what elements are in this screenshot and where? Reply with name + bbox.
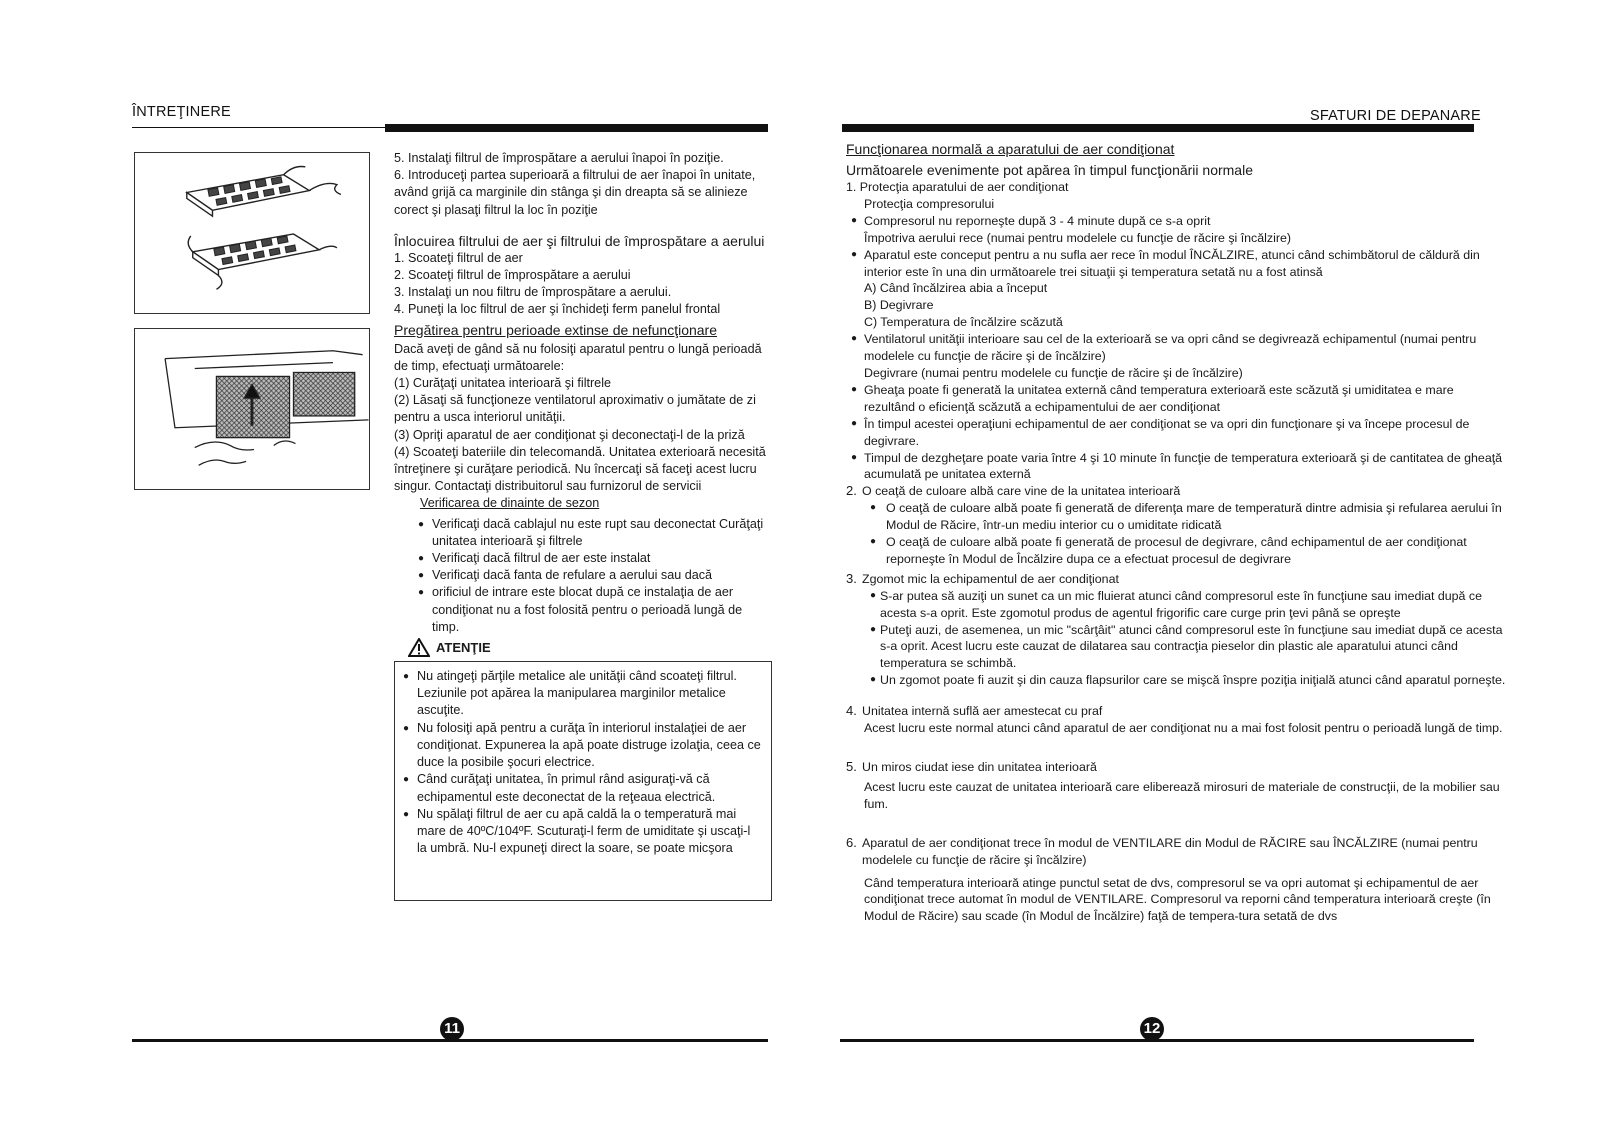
prep-step-4: (4) Scoateţi bateriile din telecomandă. Unitatea exterioară necesită întreţinere şi curăţare periodică. Nu încercaţi să faceţi acest lucru singur. Contactaţi distribuitorul sau furnizorul de servicii bbox=[394, 444, 766, 494]
s6-title: Aparatul de aer condiţionat trece în modul de VENTILARE din Modul de RĂCIRE sau ÎNCĂLZIRE (numai pentru modelele cu funcţie de răcire şi încălzire) bbox=[862, 835, 1478, 867]
prep-step-1: (1) Curăţaţi unitatea interioară şi filtrele bbox=[394, 376, 611, 391]
s1-bullet-3-note: Degivrare (numai pentru modelele cu funcţie de răcire şi de încălzire) bbox=[864, 365, 1243, 380]
season-item-3: ● Verificaţi dacă fanta de refulare a aerului sau dacă bbox=[416, 567, 772, 584]
s1-option-b: B) Degivrare bbox=[864, 298, 934, 313]
s5-title: Un miros ciudat iese din unitatea interioară bbox=[862, 760, 1097, 774]
prep-step-2: (2) Lăsaţi să funcţioneze ventilatorul aproximativ o jumătate de zi pentru a usca interiorul unităţii. bbox=[394, 393, 756, 425]
warning-item-2: ● Nu folosiţi apă pentru a curăţa în interiorul instalaţiei de aer condiţionat. Expunerea la apă poate distruge izolaţia, ceea ce duce la posibile şocuri electrice. bbox=[401, 720, 763, 772]
s2-bullet-1: ● O ceaţă de culoare albă poate fi generată de diferenţa mare de temperatură dintre admisia şi refularea aerului în Modul de Răcire, într-un mediu interior cu o umiditate ridicată bbox=[846, 500, 1506, 534]
left-footer-rule bbox=[132, 1039, 768, 1042]
filter-removal-illustration bbox=[134, 152, 370, 314]
s3-title: Zgomot mic la echipamentul de aer condiţionat bbox=[862, 571, 1119, 586]
prep-step-3: (3) Opriţi aparatul de aer condiţionat şi deconectaţi-l de la priză bbox=[394, 427, 745, 442]
s4-text: Acest lucru este normal atunci când aparatul de aer condiţionat nu a mai fost folosit pentru o perioadă lungă de timp. bbox=[864, 721, 1503, 736]
s5-heading bbox=[846, 759, 1506, 776]
warning-triangle-icon bbox=[408, 638, 430, 657]
s5-number: 5. bbox=[846, 759, 857, 774]
s3-bullet-3: ● Un zgomot poate fi auzit şi din cauza flapsurilor care se mişcă înspre poziţia iniţială atunci când aparatul porneşte. bbox=[846, 672, 1506, 689]
right-text-column bbox=[846, 140, 1506, 925]
s6-text: Când temperatura interioară atinge punctul setat de dvs, compresorul se va opri automat şi echipamentul de aer condiţionat trece automat în modul de VENTILARE. Compresorul va reporni când temperatura interioară creşte (în Modul de Răcire) sau scade (în Modul de Încălzire) faţă de tempera-tura setată de dvs bbox=[864, 875, 1491, 924]
replace-step-3: 3. Instalaţi un nou filtru de împrospătare a aerului. bbox=[394, 285, 672, 300]
season-item-1: ● Verificaţi dacă cablajul nu este rupt sau deconectat Curăţaţi unitatea interioară şi filtrele bbox=[416, 516, 772, 550]
s3-bullet-1: ● S-ar putea să auziţi un sunet ca un mic fluierat atunci când compresorul este în funcţiune sau imediat după ce acesta s-a oprit. Este zgomotul produs de agentul frigorific care curge prin ţevi până se opreşte bbox=[846, 588, 1506, 622]
s1-bullet-5: ● În timpul acestei operaţiuni echipamentul de aer condiţionat se va opri din funcţionare şi va începe procesul de degivrare. bbox=[846, 416, 1506, 450]
right-footer-rule bbox=[840, 1039, 1474, 1042]
left-header-bar bbox=[385, 124, 768, 132]
s2-title: O ceaţă de culoare albă care vine de la unitatea interioară bbox=[862, 484, 1181, 499]
s1-option-a: A) Când încălzirea abia a început bbox=[864, 281, 1048, 296]
warning-heading bbox=[408, 638, 772, 657]
season-item-4: ● orificiul de intrare este blocat după ce instalaţia de aer condiţionat nu a fost folosită pentru o perioadă lungă de timp. bbox=[416, 584, 772, 636]
warning-title: ATENŢIE bbox=[436, 639, 491, 655]
s3-bullet-2: ● Puteţi auzi, de asemenea, un mic "scârţâit" atunci când compresorul este în funcţiune sau imediat după ce acesta s-a oprit. Acest lucru este cauzat de dilatarea sau contracţia pieselor din plastic ale aparatului atunci când temperatura se schimbă. bbox=[846, 622, 1506, 673]
warning-item-1: ● Nu atingeţi părţile metalice ale unităţii când scoateţi filtrul. Leziunile pot apărea la manipularea marginilor metalice ascuţite. bbox=[401, 668, 763, 720]
step-5: 5. Instalaţi filtrul de împrospătare a aerului înapoi în poziţie. bbox=[394, 151, 724, 165]
s1-subtitle: Protecţia compresorului bbox=[864, 196, 995, 211]
filter-insertion-illustration bbox=[134, 328, 370, 490]
prep-intro: Dacă aveţi de gând să nu folosiţi aparatul pentru o lungă perioadă de timp, efectuaţi următoarele: bbox=[394, 341, 762, 373]
warning-item-3: ● Când curăţaţi unitatea, în primul rând asiguraţi-vă că echipamentul este deconectat de la reţeaua electrică. bbox=[401, 771, 763, 805]
right-page-number: 12 bbox=[1140, 1017, 1164, 1041]
s4-number: 4. bbox=[846, 703, 857, 719]
s4-heading bbox=[846, 703, 1506, 720]
s1-bullet-2: ● Aparatul este conceput pentru a nu sufla aer rece în modul ÎNCĂLZIRE, atunci când schimbătorul de căldură din interior este în una din următoarele trei situaţii şi temperatura setată nu a fost atinsă bbox=[846, 247, 1506, 281]
replace-step-2: 2. Scoateţi filtrul de împrospătare a aerului bbox=[394, 268, 631, 283]
s2-bullet-2: ● O ceaţă de culoare albă poate fi generată de procesul de degivrare, când echipamentul de aer condiţionat reporneşte în Modul de Încălzire dupa ce a efectuat procesul de degivrare bbox=[846, 534, 1506, 568]
replace-filters-title: Înlocuirea filtrului de aer şi filtrului de împrospătare a aerului bbox=[394, 232, 765, 249]
normal-operation-title: Funcţionarea normală a aparatului de aer condiţionat bbox=[846, 141, 1175, 157]
s2-number: 2. bbox=[846, 483, 857, 499]
filter-drawing-svg bbox=[135, 153, 369, 313]
s1-title: 1. Protecţia aparatului de aer condiţionat bbox=[846, 180, 1069, 194]
s1-option-c: C) Temperatura de încălzire scăzută bbox=[864, 315, 1063, 330]
s3-number: 3. bbox=[846, 570, 857, 586]
right-header-bar bbox=[842, 124, 1474, 132]
left-header-title: ÎNTREŢINERE bbox=[132, 104, 231, 120]
s6-number: 6. bbox=[846, 834, 857, 850]
left-text-column bbox=[394, 150, 772, 901]
right-header-title: SFATURI DE DEPANARE bbox=[1310, 108, 1481, 124]
step-6: 6. Introduceţi partea superioară a filtrului de aer înapoi în unitate, având grijă ca marginile din stânga şi din dreapta să se alinieze corect şi plasaţi filtrul la loc în poziţie bbox=[394, 168, 756, 217]
replace-step-4: 4. Puneţi la loc filtrul de aer şi închideţi ferm panelul frontal bbox=[394, 302, 721, 317]
normal-operation-subtitle: Următoarele evenimente pot apărea în timpul funcţionării normale bbox=[846, 162, 1253, 178]
s1-bullet-3: ● Ventilatorul unităţii interioare sau cel de la exterioară se va opri când se degivrează echipamentul (numai pentru modelele cu funcţie de răcire şi de încălzire) bbox=[846, 331, 1506, 365]
s1-bullet-1-note: Împotriva aerului rece (numai pentru modelele cu funcţie de răcire şi încălzire) bbox=[864, 230, 1291, 245]
left-page-number: 11 bbox=[440, 1017, 464, 1041]
replace-step-1: 1. Scoateţi filtrul de aer bbox=[394, 250, 523, 265]
left-header-rule bbox=[132, 127, 386, 128]
s4-title: Unitatea internă suflă aer amestecat cu praf bbox=[862, 704, 1103, 719]
s3-heading bbox=[846, 571, 1506, 588]
s1-bullet-6: ● Timpul de dezgheţare poate varia între 4 şi 10 minute în funcţie de temperatura exterioară şi de cantitatea de gheaţă acumulată pe unitatea externă bbox=[846, 450, 1506, 484]
warning-item-4: ● Nu spălaţi filtrul de aer cu apă caldă la o temperatură mai mare de 40ºC/104ºF. Scuturaţi-l ferm de umiditate şi uscaţi-l la umbră. Nu-l expuneţi direct la soare, se poate micşora bbox=[401, 806, 763, 858]
season-item-2: ● Verificaţi dacă filtrul de aer este instalat bbox=[416, 550, 772, 567]
warning-box bbox=[394, 661, 772, 901]
s6-heading bbox=[846, 835, 1506, 869]
s1-bullet-1: ● Compresorul nu reporneşte după 3 - 4 minute după ce s-a oprit bbox=[846, 213, 1506, 230]
s5-text: Acest lucru este cauzat de unitatea interioară care eliberează mirosuri de materiale de construcţii, de la mobilier sau fum. bbox=[864, 779, 1500, 811]
s1-bullet-4: ● Gheaţa poate fi generată la unitatea externă când temperatura exterioară este scăzută şi umiditatea e mare rezultând o eficienţă scăzută a echipamentului de aer condiţionat bbox=[846, 382, 1506, 416]
season-check-title: Verificarea de dinainte de sezon bbox=[420, 496, 600, 511]
unit-drawing-svg bbox=[135, 329, 369, 489]
s2-heading bbox=[846, 483, 1506, 500]
prep-title: Pregătirea pentru perioade extinse de nefuncţionare bbox=[394, 321, 717, 338]
